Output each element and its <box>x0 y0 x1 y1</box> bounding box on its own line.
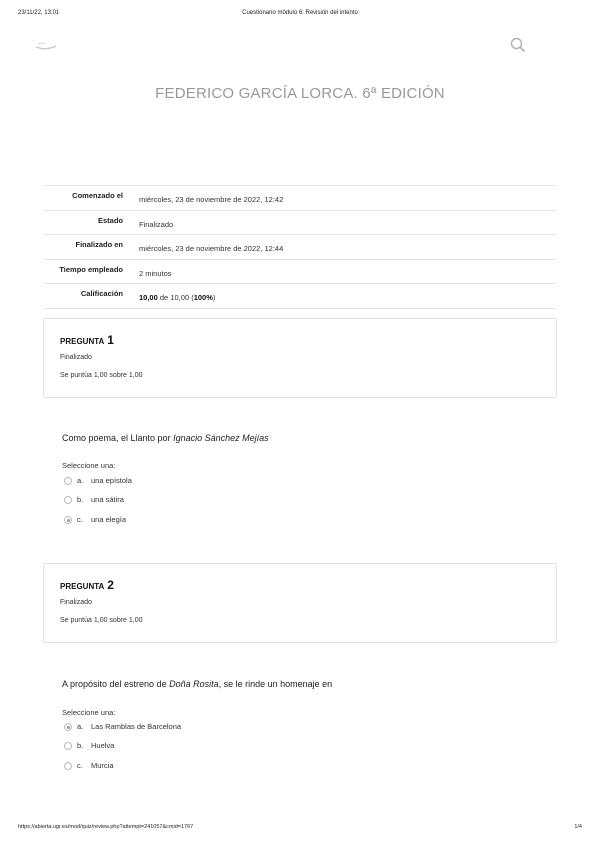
print-url: https://abierta.ugr.es/mod/quiz/review.php?attempt=241057&cmid=1767 <box>18 824 194 830</box>
print-footer <box>18 824 582 834</box>
attempt-summary-table <box>44 185 556 309</box>
grade-value <box>133 284 556 302</box>
summary-label: Tiempo empleado <box>44 259 133 284</box>
option-letter: c. <box>77 515 83 524</box>
grade-max: 10,00 <box>170 293 190 302</box>
question-label: PREGUNTA <box>60 337 105 346</box>
question-1-prompt: Seleccione una: <box>62 461 116 470</box>
option-text: Huelva <box>91 741 115 750</box>
grade-pct-open: ( <box>191 293 194 302</box>
summary-value: miércoles, 23 de noviembre de 2022, 12:44 <box>139 244 284 253</box>
option-letter: b. <box>77 741 84 750</box>
question-label: PREGUNTA <box>60 582 105 591</box>
summary-label: Estado <box>44 210 133 235</box>
radio-button[interactable] <box>64 742 72 750</box>
summary-row-finished <box>44 235 556 260</box>
question-text-italic: Doña Rosita <box>169 679 219 689</box>
grade-of: de <box>159 293 169 302</box>
print-doc-title: Cuestionario módulo 6: Revisión del intento <box>242 10 358 16</box>
print-page-number: 1/4 <box>574 824 582 830</box>
summary-label: Calificación <box>44 284 133 309</box>
radio-button-selected[interactable] <box>64 516 72 524</box>
option-text: Las Ramblas de Barcelona <box>91 722 182 731</box>
option-letter: c. <box>77 761 83 770</box>
grade-score: 10,00 <box>139 293 158 302</box>
grade-pct-close: ) <box>212 293 216 302</box>
question-1-text <box>62 433 269 443</box>
summary-row-time <box>44 259 556 284</box>
search-icon[interactable] <box>510 37 526 53</box>
question-grade: Se puntúa 1,00 sobre 1,00 <box>60 617 143 624</box>
question-state: Finalizado <box>60 599 92 606</box>
summary-label: Finalizado en <box>44 235 133 260</box>
question-state: Finalizado <box>60 354 92 361</box>
question-heading <box>60 578 114 592</box>
question-2-info-card <box>43 563 557 643</box>
option-letter: a. <box>77 722 84 731</box>
question-2-text <box>62 679 332 689</box>
radio-button[interactable] <box>64 762 72 770</box>
summary-row-state <box>44 210 556 235</box>
option-text: una elegía <box>91 515 127 524</box>
summary-label: Comenzado el <box>44 186 133 211</box>
radio-button[interactable] <box>64 477 72 485</box>
question-1-info-card <box>43 318 557 398</box>
grade-percent: 100% <box>193 293 213 302</box>
question-2-prompt: Seleccione una: <box>62 708 116 717</box>
summary-row-started <box>44 186 556 211</box>
radio-button[interactable] <box>64 496 72 504</box>
print-header <box>18 10 582 20</box>
question-grade: Se puntúa 1,00 sobre 1,00 <box>60 372 143 379</box>
option-text: Murcia <box>91 761 114 770</box>
question-text-italic: Ignacio Sánchez Mejías <box>173 433 269 443</box>
question-text-part: , se le rinde un homenaje en <box>218 679 333 689</box>
question-text-part: Como poema, el Llanto por <box>62 433 174 443</box>
question-number: 2 <box>107 578 114 592</box>
question-number: 1 <box>107 333 114 347</box>
summary-value: miércoles, 23 de noviembre de 2022, 12:42 <box>139 195 284 204</box>
course-title: FEDERICO GARCÍA LORCA. 6ª EDICIÓN <box>155 85 445 102</box>
option-letter: a. <box>77 476 84 485</box>
question-heading <box>60 333 114 347</box>
summary-value: 2 minutos <box>139 268 172 278</box>
summary-value: Finalizado <box>139 219 174 229</box>
print-datetime: 23/11/22, 13:01 <box>18 10 60 16</box>
option-letter: b. <box>77 495 84 504</box>
question-text-part: A propósito del estreno de <box>62 679 170 689</box>
logo-icon[interactable] <box>34 38 58 52</box>
option-text: una epístola <box>91 476 132 485</box>
radio-button-selected[interactable] <box>64 723 72 731</box>
option-text: una sátira <box>91 495 124 504</box>
summary-row-grade <box>44 284 556 309</box>
